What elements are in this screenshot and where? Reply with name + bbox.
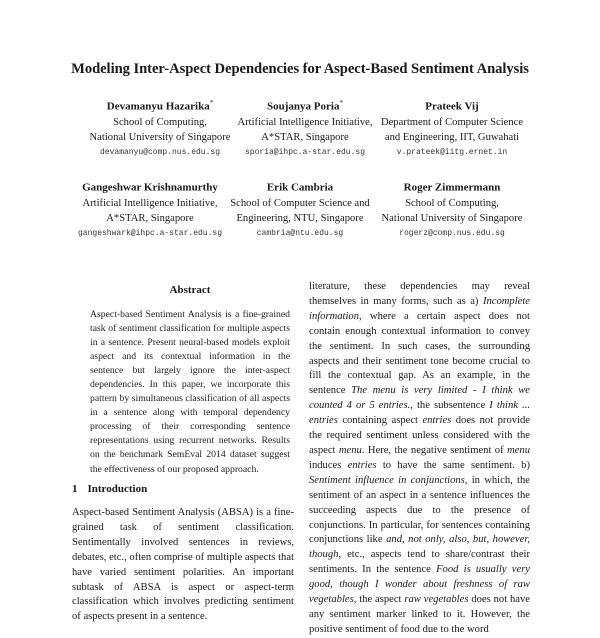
section-heading bbox=[72, 483, 147, 495]
author-affiliation: National University of Singapore bbox=[89, 131, 231, 143]
author-affiliation: School of Computing, bbox=[113, 116, 207, 128]
author-block bbox=[347, 96, 557, 160]
author-affiliation: School of Computing, bbox=[405, 197, 499, 209]
abstract-text: Aspect-based Sentiment Analysis is a fine-grained task of sentiment classification for multiple aspects in a sentence. Present neural-based models exploit aspect and its contextual information in the sentence but largely ignore the inter-aspect dependencies. In this paper, we incorporate this pattern by simultaneous classification of all aspects in a sentence along with temporal dependency processing of their corresponding sentence representations using recurrent networks. Results on the benchmark SemEval 2014 dataset suggest the effectiveness of our proposed approach. bbox=[90, 309, 290, 475]
right-column bbox=[309, 280, 530, 638]
author-affiliation: and Engineering, IIT, Guwahati bbox=[384, 131, 520, 143]
author-email[interactable]: gangeshwark@ihpc.a-star.edu.sg bbox=[77, 228, 223, 238]
abstract-body bbox=[90, 308, 290, 477]
author-affiliation: National University of Singapore bbox=[381, 212, 523, 224]
author-name: Roger Zimmermann bbox=[403, 181, 501, 194]
author-email[interactable]: rogerz@comp.nus.edu.sg bbox=[399, 228, 505, 238]
author-name: Devamanyu Hazarika bbox=[106, 100, 210, 113]
intro-paragraph: Aspect-based Sentiment Analysis (ABSA) is a fine-grained task of sentiment classification. Sentimentally involved sentences in reviews, debates, etc., often comprise of multiple aspects that have varied sentiment polarities. An important subtask of ABSA is aspect or aspect-term classification which involves predicting sentiment of aspects present in a sentence. bbox=[72, 507, 294, 623]
abstract-heading: Abstract bbox=[169, 284, 211, 296]
paper-title: Modeling Inter-Aspect Dependencies for Aspect-Based Sentiment Analysis bbox=[71, 61, 529, 77]
author-name: Prateek Vij bbox=[425, 100, 479, 113]
right-column-paragraph: literature, these dependencies may reveal themselves in many forms, such as a) Incomplete information, where a certain aspect does not contain enough contextual information to convey the sentiment. In such cases, the surrounding aspects and their sentiment tone become crucial to fill the contextual gap. As an example, in the sentence The menu is very limited - I think we counted 4 or 5 entries., the subsentence I think ... entries containing aspect entries does not provide the required sentiment unless considered with the aspect menu. Here, the negative sentiment of menu induces entries to have the same sentiment. b) Sentiment influence in conjunctions, in which, the sentiment of an aspect in a sentence influences the succeeding aspects due to the presence of conjunctions. In particular, for sentences containing conjunctions like and, not only, also, but, however, though, etc., aspects tend to share/contrast their sentiments. In the sentence Food is usually very good, though I wonder about freshness of raw vegetables, the aspect raw vegetables does not have any sentiment marker linked to it. However, the positive sentiment of food due to the word bbox=[309, 281, 531, 635]
author-name: Erik Cambria bbox=[266, 181, 334, 194]
author-affiliation: A*STAR, Singapore bbox=[106, 212, 194, 224]
author-affiliation: School of Computer Science and bbox=[230, 197, 370, 209]
author-block bbox=[347, 177, 557, 241]
section-number: 1 bbox=[72, 483, 78, 495]
author-affiliation: Department of Computer Science bbox=[380, 116, 524, 128]
author-email[interactable]: sporia@ihpc.a-star.edu.sg bbox=[244, 147, 366, 157]
author-email[interactable]: cambria@ntu.edu.sg bbox=[256, 228, 344, 238]
author-email[interactable]: devamanyu@comp.nus.edu.sg bbox=[99, 147, 221, 157]
author-name: Soujanya Poria bbox=[267, 100, 340, 113]
author-email[interactable]: v.prateek@iitg.ernet.in bbox=[396, 147, 508, 157]
author-affiliation: Artificial Intelligence Initiative, bbox=[82, 197, 218, 209]
author-name: Gangeshwar Krishnamurthy bbox=[82, 181, 218, 194]
equal-contribution-mark: * bbox=[209, 99, 214, 107]
intro-column bbox=[72, 506, 294, 625]
author-affiliation: Engineering, NTU, Singapore bbox=[236, 212, 364, 224]
equal-contribution-mark: * bbox=[339, 99, 343, 107]
author-affiliation: A*STAR, Singapore bbox=[261, 131, 349, 143]
author-affiliation: Artificial Intelligence Initiative, bbox=[237, 116, 373, 128]
section-title: Introduction bbox=[87, 483, 148, 495]
